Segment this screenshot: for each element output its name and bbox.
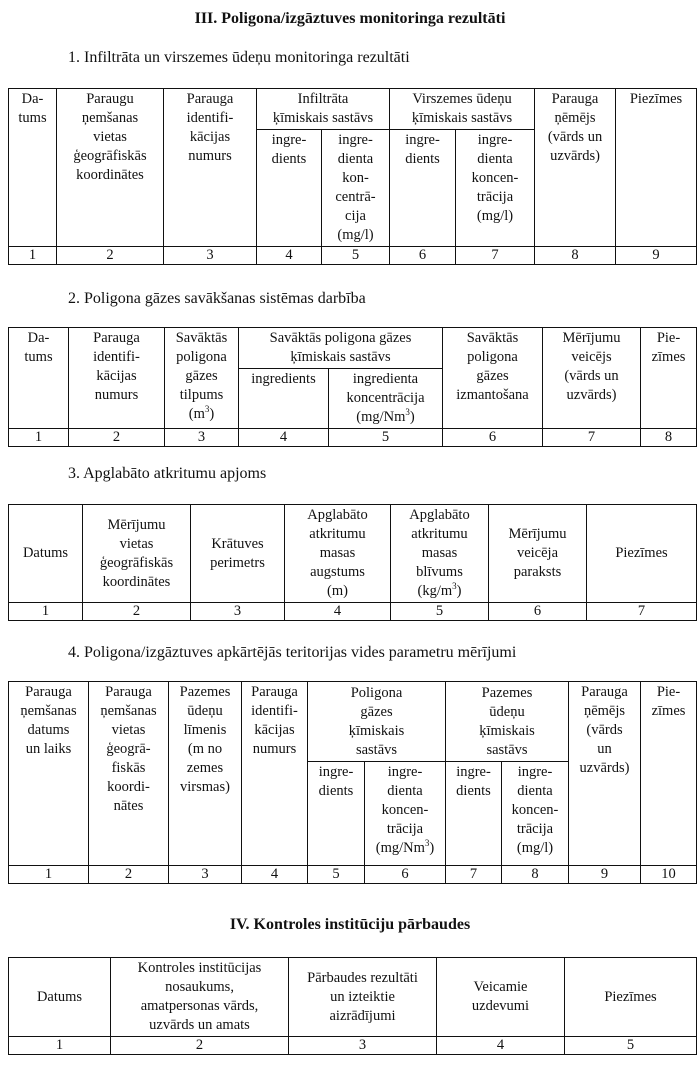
col-sampler-header: Parauga ņēmējs (vārds un uzvārds) <box>535 89 616 247</box>
table-inspections <box>8 957 697 1055</box>
column-number: 5 <box>308 866 365 884</box>
col-results-header: Pārbaudes rezultāti un izteiktie aizrādījumi <box>289 958 437 1037</box>
column-number: 5 <box>391 603 489 621</box>
column-number: 2 <box>89 866 169 884</box>
col-surface-water-header: Virszemes ūdeņu ķīmiskais sastāvs <box>390 89 535 130</box>
section-iii-heading: III. Poligona/izgāztuves monitoringa rezultāti <box>194 10 506 27</box>
column-number: 3 <box>289 1037 437 1055</box>
col-concentration-header: ingre- dienta koncen- trācija (mg/l) <box>456 130 535 247</box>
col-ingredient-header: ingre- dients <box>257 130 322 247</box>
col-concentration-header: ingredienta koncentrācija (mg/Nm$^3$) <box>329 369 443 429</box>
col-coordinates-header: Paraugu ņemšanas vietas ģeogrāfiskās koordinātes <box>57 89 164 247</box>
col-notes-header: Pie- zīmes <box>641 682 697 866</box>
col-ingredient-header: ingredients <box>239 369 329 429</box>
col-concentration-header: ingre- dienta kon- centrā- cija (mg/l) <box>322 130 390 247</box>
col-ingredient-header: ingre- dients <box>390 130 456 247</box>
col-notes-header: Piezīmes <box>587 505 697 603</box>
column-number: 1 <box>9 866 89 884</box>
column-number: 1 <box>9 247 57 265</box>
column-number: 6 <box>365 866 446 884</box>
column-number: 2 <box>69 429 165 447</box>
column-number: 10 <box>641 866 697 884</box>
col-id-header: Parauga identifi- kācijas numurs <box>69 328 165 429</box>
col-infiltrate-header: Infiltrāta ķīmiskais sastāvs <box>257 89 390 130</box>
col-datetime-header: Parauga ņemšanas datums un laiks <box>9 682 89 866</box>
column-number: 8 <box>641 429 697 447</box>
col-id-header: Parauga identifi- kācijas numurs <box>164 89 257 247</box>
table2-title: 2. Poligona gāzes savākšanas sistēmas darbība <box>68 290 366 307</box>
column-number: 2 <box>83 603 191 621</box>
col-datums-header: Da- tums <box>9 328 69 429</box>
column-number: 8 <box>502 866 569 884</box>
column-number: 9 <box>616 247 697 265</box>
col-datums-header: Datums <box>9 958 111 1037</box>
table3-title: 3. Apglabāto atkritumu apjoms <box>68 465 267 482</box>
col-ingredient-header: ingre- dients <box>446 762 502 866</box>
col-signature-header: Mērījumu veicēja paraksts <box>489 505 587 603</box>
col-groundwater-level-header: Pazemes ūdeņu līmenis (m no zemes virsmas) <box>169 682 242 866</box>
col-tasks-header: Veicamie uzdevumi <box>437 958 565 1037</box>
column-number: 7 <box>456 247 535 265</box>
column-number-row <box>9 866 697 884</box>
col-height-header: Apglabāto atkritumu masas augstums (m) <box>285 505 391 603</box>
table4-title: 4. Poligona/izgāztuves apkārtējās teritorijas vides parametru mērījumi <box>68 644 517 661</box>
col-gas-composition-header: Savāktās poligona gāzes ķīmiskais sastāvs <box>239 328 443 369</box>
column-number: 1 <box>9 603 83 621</box>
col-perimeter-header: Krātuves perimetrs <box>191 505 285 603</box>
column-number-row <box>9 247 697 265</box>
column-number: 8 <box>535 247 616 265</box>
col-concentration-header: ingre- dienta koncen- trācija (mg/l) <box>502 762 569 866</box>
col-institution-header: Kontroles institūcijas nosaukums, amatpersonas vārds, uzvārds un amats <box>111 958 289 1037</box>
column-number-row <box>9 429 697 447</box>
col-notes-header: Pie- zīmes <box>641 328 697 429</box>
col-groundwater-composition-header: Pazemes ūdeņu ķīmiskais sastāvs <box>446 682 569 762</box>
col-volume-header: Savāktās poligona gāzes tilpums $(m^3)$ <box>165 328 239 429</box>
table-gas-collection <box>8 327 697 447</box>
col-notes-header: Piezīmes <box>616 89 697 247</box>
col-datums-header: Datums <box>9 505 83 603</box>
column-number: 4 <box>239 429 329 447</box>
column-number: 3 <box>164 247 257 265</box>
col-coordinates-header: Parauga ņemšanas vietas ģeogrā- fiskās koordi- nātes <box>89 682 169 866</box>
col-measurer-header: Mērījumu veicējs (vārds un uzvārds) <box>543 328 641 429</box>
col-notes-header: Piezīmes <box>565 958 697 1037</box>
section-iv-heading: IV. Kontroles institūciju pārbaudes <box>229 916 471 933</box>
column-number-row <box>9 603 697 621</box>
col-sampler-header: Parauga ņēmējs (vārds un uzvārds) <box>569 682 641 866</box>
column-number: 7 <box>587 603 697 621</box>
table-environment-measurements <box>8 681 697 884</box>
col-datums-header: Da- tums <box>9 89 57 247</box>
column-number: 7 <box>543 429 641 447</box>
column-number: 5 <box>322 247 390 265</box>
column-number: 5 <box>565 1037 697 1055</box>
column-number: 4 <box>285 603 391 621</box>
column-number: 3 <box>165 429 239 447</box>
column-number: 6 <box>390 247 456 265</box>
table1-title: 1. Infiltrāta un virszemes ūdeņu monitoringa rezultāti <box>68 49 410 66</box>
column-number: 4 <box>242 866 308 884</box>
column-number: 2 <box>111 1037 289 1055</box>
column-number: 3 <box>191 603 285 621</box>
column-number: 4 <box>437 1037 565 1055</box>
table-infiltrate-monitoring <box>8 88 697 265</box>
column-number-row <box>9 1037 697 1055</box>
col-ingredient-header: ingre- dients <box>308 762 365 866</box>
column-number: 7 <box>446 866 502 884</box>
column-number: 3 <box>169 866 242 884</box>
column-number: 6 <box>443 429 543 447</box>
column-number: 9 <box>569 866 641 884</box>
col-density-header: Apglabāto atkritumu masas blīvums $(kg/m^3)$ <box>391 505 489 603</box>
col-concentration-header: ingre- dienta koncen- trācija (mg/Nm$^3$) <box>365 762 446 866</box>
col-id-header: Parauga identifi- kācijas numurs <box>242 682 308 866</box>
table-waste-volume <box>8 504 697 621</box>
column-number: 4 <box>257 247 322 265</box>
col-usage-header: Savāktās poligona gāzes izmantošana <box>443 328 543 429</box>
column-number: 2 <box>57 247 164 265</box>
column-number: 1 <box>9 1037 111 1055</box>
col-gas-composition-header: Poligona gāzes ķīmiskais sastāvs <box>308 682 446 762</box>
column-number: 5 <box>329 429 443 447</box>
column-number: 1 <box>9 429 69 447</box>
column-number: 6 <box>489 603 587 621</box>
col-coordinates-header: Mērījumu vietas ģeogrāfiskās koordinātes <box>83 505 191 603</box>
